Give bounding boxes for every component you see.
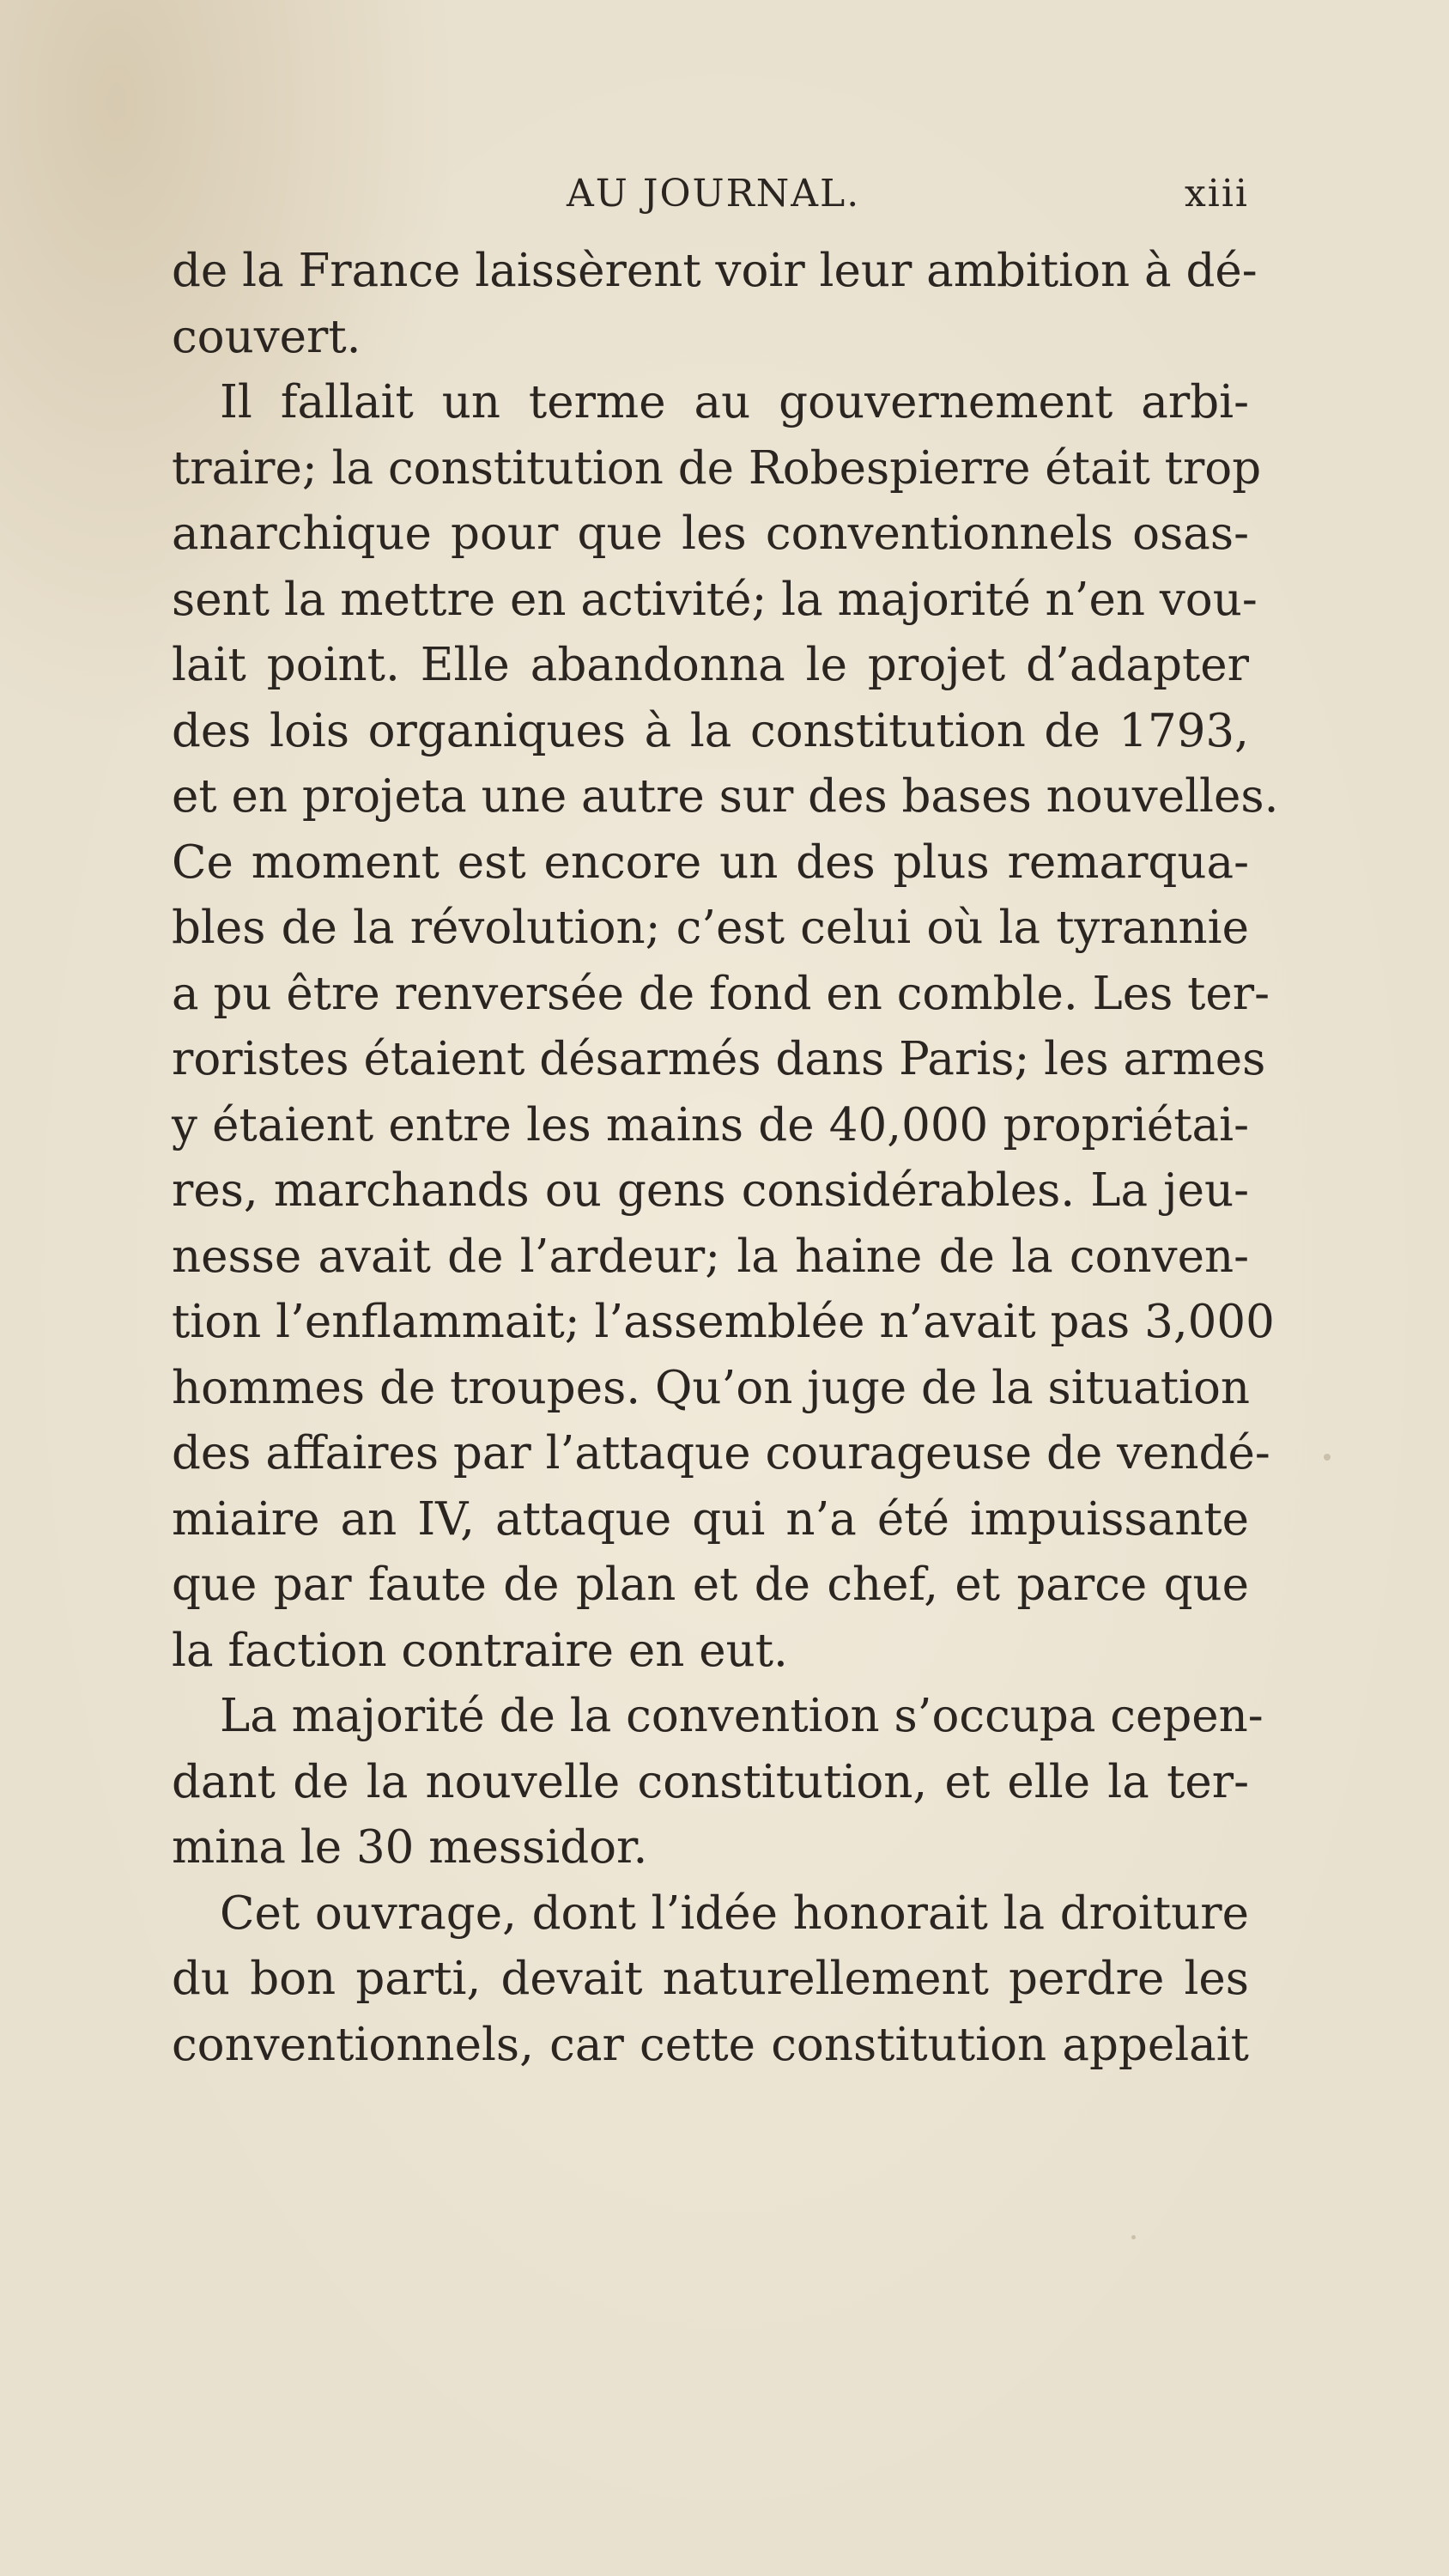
text-line: res, marchands ou gens considérables. La jeu- [172,1164,1249,1217]
text-line: des lois organiques à la constitution de 1793, [172,704,1249,757]
text-line: miaire an IV, attaque qui n’a été impuissante [172,1492,1249,1546]
paper-foxing-spot [1324,1454,1331,1461]
text-line: La majorité de la convention s’occupa cepen- [220,1690,1264,1742]
text-line: anarchique pour que les conventionnels osas- [172,507,1249,560]
text-line: couvert. [172,310,361,363]
text-line: du bon parti, devait naturellement perdre les [172,1953,1249,2005]
text-line: tion l’enflammait; l’assemblée n’avait pas 3,000 [172,1296,1275,1348]
text-line: nesse avait de l’ardeur; la haine de la conven- [172,1230,1249,1283]
text-line: a pu être renversée de fond en comble. Les ter- [172,967,1270,1020]
text-line: Cet ouvrage, dont l’idée honorait la droiture [220,1886,1249,1940]
body-text [172,239,1279,2078]
text-line: sent la mettre en activité; la majorité n’en vou- [172,573,1258,626]
text-line: Il fallait un terme au gouvernement arbi- [220,376,1249,428]
page-number: xiii [1184,172,1249,216]
running-title: AU JOURNAL. [567,172,861,216]
text-line: lait point. Elle abandonna le projet d’adapter [172,639,1249,691]
text-line: y étaient entre les mains de 40,000 propriétai- [172,1098,1249,1151]
paper-foxing-spot [1131,2235,1136,2239]
text-line: que par faute de plan et de chef, et parce que [172,1558,1249,1611]
text-line: bles de la révolution; c’est celui où la tyrannie [172,902,1249,954]
text-line: hommes de troupes. Qu’on juge de la situation [172,1361,1251,1414]
text-line: et en projeta une autre sur des bases nouvelles. [172,770,1279,823]
text-line: Ce moment est encore un des plus remarqua- [172,835,1249,889]
text-line: mina le 30 messidor. [172,1821,648,1874]
text-line: roristes étaient désarmés dans Paris; les armes [172,1033,1266,1085]
text-line: conventionnels, car cette constitution appelait [172,2018,1249,2071]
text-line: la faction contraire en eut. [172,1624,788,1677]
text-line: de la France laissèrent voir leur ambition à dé- [172,245,1258,297]
running-head [172,172,1249,223]
text-line: des affaires par l’attaque courageuse de vendé- [172,1427,1270,1479]
text-line: dant de la nouvelle constitution, et elle la ter- [172,1755,1249,1808]
text-line: traire; la constitution de Robespierre était trop [172,441,1262,495]
